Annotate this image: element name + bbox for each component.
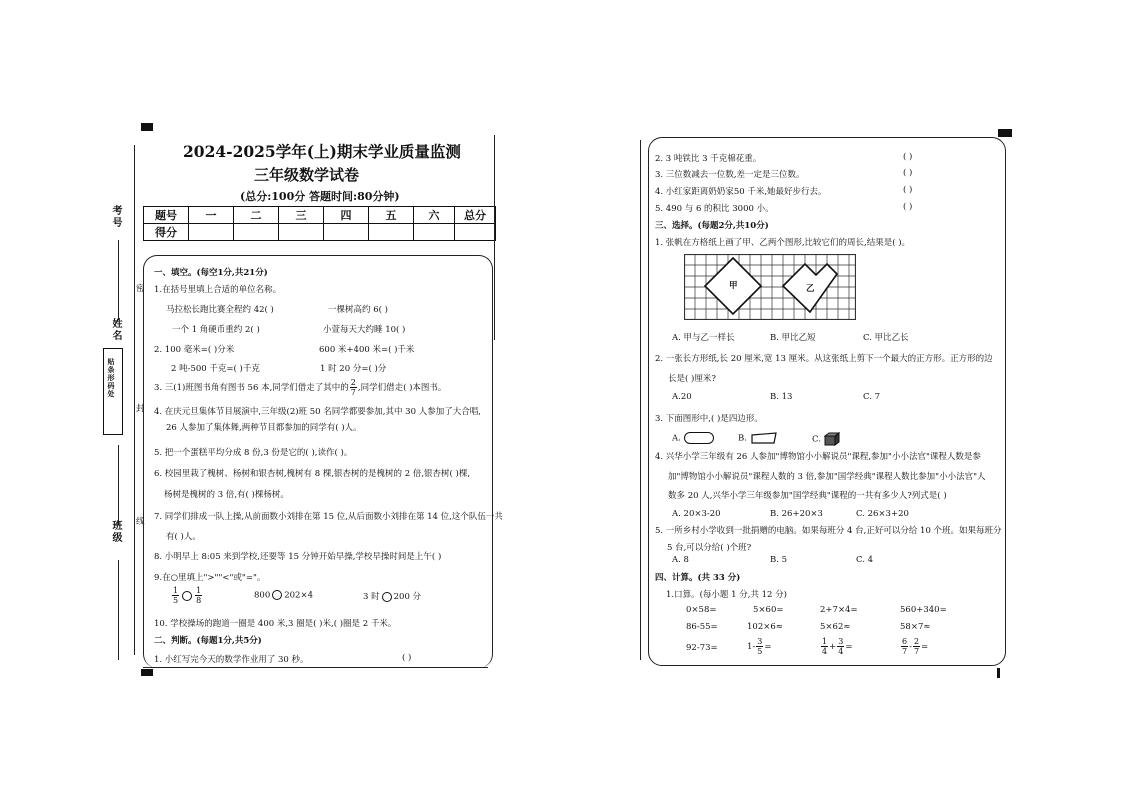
exam-number-label: 考号 — [110, 205, 121, 229]
denominator: 8 — [196, 596, 202, 605]
question-4b: 26 人参加了集体舞,两种节目都参加的同学有( )人。 — [166, 423, 362, 433]
fraction — [913, 637, 920, 656]
fraction — [901, 637, 908, 656]
question-1d: 小萱每天大约睡 10( ) — [323, 325, 406, 335]
fraction — [756, 637, 763, 656]
score-header-row — [144, 207, 496, 224]
score-cell[interactable] — [455, 224, 496, 241]
judge-4: 4. 小红家距离奶奶家50 千米,她最好步行去。 — [655, 187, 827, 197]
section-calc: 四、计算。(共 33 分) — [655, 573, 741, 583]
score-table — [143, 206, 496, 241]
question-10: 10. 学校操场的跑道一圈是 400 米,3 圈是( )米,( )圈是 2 千米。 — [154, 619, 397, 629]
denominator: 5 — [757, 647, 763, 656]
option-letter: C. — [812, 434, 821, 445]
score-header: 题号 — [144, 207, 189, 224]
choice-4-option-b[interactable]: B. 26+20×3 — [770, 509, 823, 519]
compare-right: 200 分 — [393, 592, 422, 602]
calc-item: 92-73= — [686, 643, 718, 653]
question-2b: 600 米+400 米=( )千米 — [319, 345, 415, 355]
numerator: 2 — [913, 637, 920, 646]
question-5: 5. 把一个蛋糕平均分成 8 份,3 份是它的( ),读作( )。 — [154, 448, 353, 458]
section-fill-blank: 一、填空。(每空1分,共21分) — [154, 268, 268, 278]
score-cell[interactable] — [189, 224, 234, 241]
binding-line-outer — [118, 240, 119, 320]
right-page-edge — [640, 140, 641, 660]
question-6a: 6. 校园里栽了槐树、杨树和银杏树,槐树有 8 棵,银杏树的是槐树的 2 倍,银杏树( )棵, — [154, 469, 471, 479]
question-3 — [154, 378, 446, 397]
choice-1-option-b[interactable]: B. 甲比乙短 — [770, 333, 816, 343]
choice-3-option-a[interactable] — [672, 432, 714, 444]
question-6b: 杨树是槐树的 3 倍,有( )棵杨树。 — [164, 490, 289, 500]
barcode-label: 贴条形码处 — [107, 358, 116, 398]
denominator: 4 — [822, 647, 828, 656]
frame-bottom-line — [143, 667, 488, 668]
score-header: 一 — [189, 207, 234, 224]
calc-item: 560+340= — [900, 605, 947, 615]
question-3-text: ,同学们借走( )本图书。 — [357, 383, 447, 393]
question-1a: 马拉松长跑比赛全程约 42( ) — [166, 305, 274, 315]
question-7b: 有( )人。 — [166, 532, 201, 542]
question-1: 1.在括号里填上合适的单位名称。 — [154, 285, 282, 295]
calc-item-frac — [900, 637, 928, 656]
seal-feng: 封 — [136, 404, 145, 414]
question-2c: 2 吨-500 千克=( )千克 — [171, 364, 260, 374]
judge-2-paren[interactable]: ( ) — [903, 152, 913, 162]
judge-5-paren[interactable]: ( ) — [903, 202, 913, 212]
calc-item: 86-55= — [686, 622, 718, 632]
numerator: 2 — [350, 378, 356, 387]
calc-item: 0×58= — [686, 605, 717, 615]
numerator: 1 — [196, 586, 202, 595]
score-header: 三 — [279, 207, 324, 224]
question-9b — [254, 590, 313, 601]
calc-item: 5×62≈ — [820, 622, 851, 632]
choice-4-option-a[interactable]: A. 20×3-20 — [672, 509, 721, 519]
calc-item: 5×60= — [753, 605, 784, 615]
judge-5: 5. 490 与 6 的积比 3000 小。 — [655, 204, 774, 214]
calc-oral-title: 1.口算。(每小题 1 分,共 12 分) — [666, 590, 787, 600]
choice-4-option-c[interactable]: C. 26×3+20 — [856, 509, 909, 519]
question-8: 8. 小明早上 8:05 来到学校,还要等 15 分钟开始早操,学校早操时间是上午( ) — [154, 552, 442, 562]
numerator: 6 — [902, 637, 908, 646]
choice-1: 1. 张帆在方格纸上画了甲、乙两个图形,比较它们的周长,结果是( )。 — [655, 238, 911, 248]
plus-sign: + — [829, 642, 837, 652]
class-label: 班级 — [110, 520, 121, 544]
judge-1-paren[interactable]: ( ) — [402, 653, 412, 663]
score-header: 五 — [369, 207, 414, 224]
option-letter: A. — [672, 433, 681, 444]
choice-5a: 5. 一所乡村小学收到一批捐赠的电脑。如果每班分 4 台,正好可以分给 10 个班。如果每班分 — [655, 526, 1002, 536]
choice-5-option-a[interactable]: A. 8 — [672, 555, 689, 565]
choice-5-option-b[interactable]: B. 5 — [770, 555, 788, 565]
question-3-text: 3. 三(1)班图书角有图书 56 本,同学们借走了其中的 — [154, 383, 349, 393]
calc-item: 58×7≈ — [900, 622, 931, 632]
compare-left: 800 — [254, 590, 271, 601]
fraction — [350, 378, 357, 397]
shape-yi-label: 乙 — [806, 284, 815, 294]
question-2a: 2. 100 毫米=( )分米 — [154, 345, 235, 355]
choice-1-option-c[interactable]: C. 甲比乙长 — [863, 333, 909, 343]
compare-right: 202×4 — [284, 590, 313, 601]
choice-2b: 长是( )厘米? — [668, 374, 716, 384]
calc-text: 1- — [747, 642, 756, 652]
choice-4b: 加"博物馆小小解说员"课程人数的 3 倍,参加"国学经典"课程人数比参加"小小法官"人 — [668, 472, 986, 482]
score-header: 二 — [234, 207, 279, 224]
seal-mi: 密 — [136, 284, 145, 294]
judge-1: 1. 小红写完今天的数学作业用了 30 秒。 — [154, 655, 309, 665]
minus-sign: - — [909, 642, 912, 652]
score-cell[interactable] — [279, 224, 324, 241]
binding-line-outer — [118, 560, 119, 660]
score-cell[interactable] — [324, 224, 369, 241]
exam-title: 2024-2025学年(上)期末学业质量监测 — [183, 142, 461, 161]
fraction — [837, 637, 844, 656]
question-9c — [363, 590, 421, 602]
choice-2-option-a[interactable]: A.20 — [672, 392, 692, 402]
choice-2-option-b[interactable]: B. 13 — [770, 392, 793, 402]
capsule-shape — [684, 432, 714, 444]
score-header: 总分 — [455, 207, 496, 224]
section-judge: 二、判断。(每题1分,共5分) — [154, 636, 262, 646]
score-header: 六 — [414, 207, 455, 224]
binding-line-outer — [118, 445, 119, 525]
calc-item: 102×6≈ — [747, 622, 783, 632]
score-cell[interactable] — [369, 224, 414, 241]
corner-mark — [998, 129, 1012, 137]
exam-subtitle: 三年级数学试卷 — [254, 166, 360, 184]
numerator: 1 — [822, 637, 828, 646]
score-cell[interactable] — [234, 224, 279, 241]
calc-item: 2+7×4= — [820, 605, 858, 615]
score-row-label: 得分 — [144, 224, 189, 241]
seal-xian: 线 — [136, 517, 145, 527]
trapezoid-shape — [750, 432, 778, 444]
calc-item-frac — [747, 637, 772, 656]
question-9: 9.在○里填上">""<"或"="。 — [154, 573, 266, 583]
choice-5b: 5 台,可以分给( )个班? — [667, 543, 752, 553]
question-1c: 一个 1 角硬币重约 2( ) — [172, 325, 260, 335]
numerator: 1 — [173, 586, 179, 595]
corner-mark — [141, 123, 153, 131]
exam-info: (总分:100分 答题时间:80分钟) — [240, 190, 400, 203]
score-row — [144, 224, 496, 241]
question-7a: 7. 同学们排成一队上操,从前面数小刘排在第 15 位,从后面数小刘排在第 14 位,这个队伍一共 — [154, 512, 503, 522]
shape-jia-label: 甲 — [729, 281, 738, 291]
corner-mark — [997, 668, 1000, 678]
right-margin-rule — [494, 135, 495, 340]
choice-4a: 4. 兴华小学三年级有 26 人参加"博物馆小小解说员"课程,参加"小小法官"课程人数是参 — [655, 452, 981, 462]
fraction — [821, 637, 828, 656]
denominator: 4 — [838, 647, 844, 656]
question-9a — [171, 586, 203, 605]
compare-circle[interactable] — [272, 590, 282, 600]
score-header: 四 — [324, 207, 369, 224]
fraction — [195, 586, 202, 605]
section-choice: 三、选择。(每题2分,共10分) — [655, 221, 769, 231]
question-4a: 4. 在庆元旦集体节目展演中,三年级(2)班 50 名同学都要参加,其中 30 人参加了大合唱, — [154, 407, 481, 417]
choice-5-option-c[interactable]: C. 4 — [856, 555, 874, 565]
choice-2a: 2. 一张长方形纸,长 20 厘米,宽 13 厘米。从这张纸上剪下一个最大的正方形。正方形的边 — [655, 354, 993, 364]
judge-3-paren[interactable]: ( ) — [903, 168, 913, 178]
compare-circle[interactable] — [382, 592, 392, 602]
equals: = — [764, 642, 772, 652]
grid-figure — [684, 254, 856, 320]
judge-4-paren[interactable]: ( ) — [903, 185, 913, 195]
judge-2: 2. 3 吨铁比 3 千克棉花重。 — [655, 154, 762, 164]
denominator: 7 — [902, 647, 908, 656]
score-cell[interactable] — [414, 224, 455, 241]
content-frame — [648, 137, 1006, 666]
calc-item-frac — [820, 637, 852, 656]
denominator: 7 — [913, 647, 920, 656]
numerator: 3 — [757, 637, 763, 646]
choice-1-option-a[interactable]: A. 甲与乙一样长 — [672, 333, 735, 343]
content-frame — [143, 255, 493, 668]
compare-left: 3 时 — [363, 592, 380, 602]
numerator: 3 — [838, 637, 844, 646]
cube-shape — [824, 432, 840, 446]
corner-mark — [141, 669, 153, 676]
denominator: 7 — [350, 388, 356, 397]
choice-3-option-c[interactable] — [812, 432, 840, 446]
choice-3: 3. 下面图形中,( )是四边形。 — [655, 414, 763, 424]
question-2d: 1 时 20 分=( )分 — [320, 364, 387, 374]
choice-4c: 数多 20 人,兴华小学三年级参加"国学经典"课程的一共有多少人?列式是( ) — [668, 491, 947, 501]
equals: = — [845, 642, 853, 652]
name-label: 姓名 — [110, 318, 121, 342]
denominator: 5 — [173, 596, 179, 605]
binding-line — [134, 145, 135, 655]
compare-circle[interactable] — [182, 591, 192, 601]
choice-2-option-c[interactable]: C. 7 — [863, 392, 881, 402]
question-1b: 一棵树高约 6( ) — [328, 305, 388, 315]
fraction — [172, 586, 179, 605]
option-letter: B. — [738, 433, 747, 444]
equals: = — [921, 642, 929, 652]
choice-3-option-b[interactable] — [738, 432, 778, 444]
judge-3: 3. 三位数减去一位数,差一定是三位数。 — [655, 170, 805, 180]
